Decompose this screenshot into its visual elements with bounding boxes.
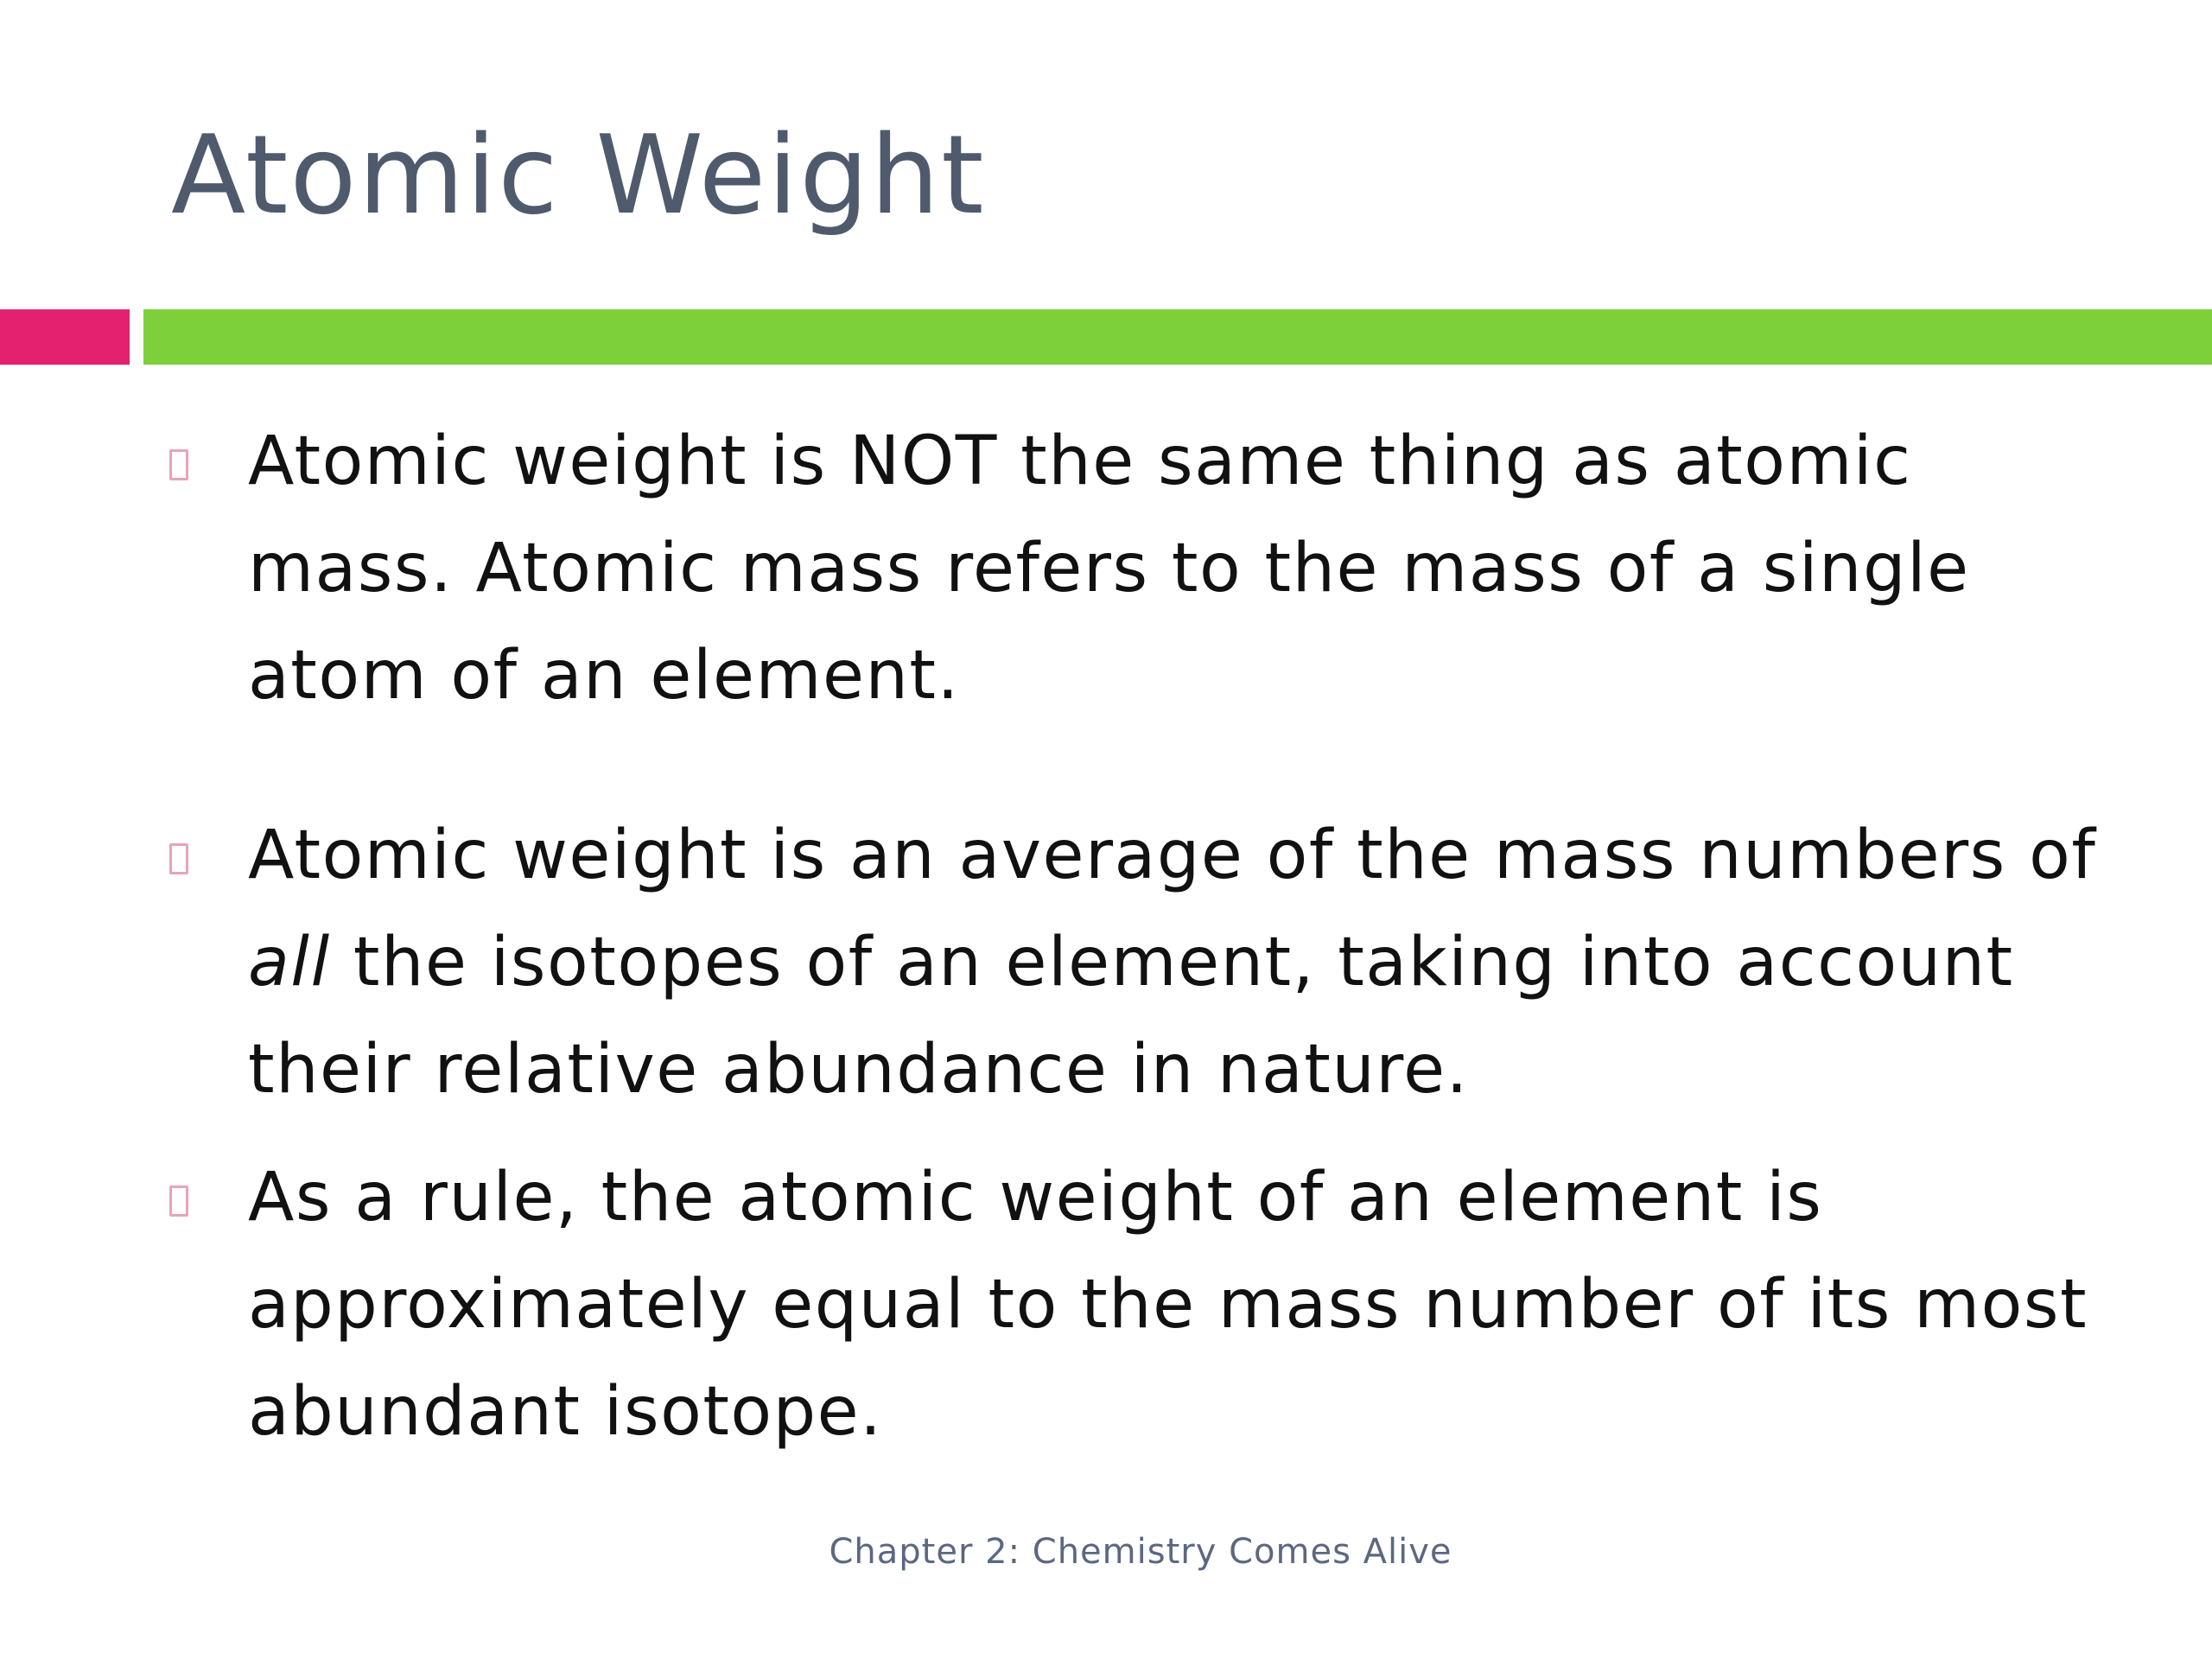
bullet-text: [248, 802, 2132, 1123]
slide-footer: [0, 1532, 2212, 1572]
slide-title: Atomic Weight: [171, 111, 986, 238]
bullet-line: As a rule, the atomic weight of an element is: [248, 1159, 1823, 1236]
emphasized-word: all: [248, 924, 331, 1001]
bullet-line: atom of an element.: [248, 637, 960, 715]
hollow-square-bullet-icon: [169, 1185, 188, 1217]
bullet-text: [248, 1144, 2132, 1465]
bullet-line: Atomic weight is an average of the mass numbers of: [248, 817, 2097, 894]
hollow-square-bullet-icon: [169, 843, 188, 874]
bullet-line: their relative abundance in nature.: [248, 1031, 1469, 1109]
bullet-line: approximately equal to the mass number of its most: [248, 1266, 2088, 1344]
hollow-square-bullet-icon: [169, 449, 188, 480]
footer-text: Chapter 2: Chemistry Comes Alive: [829, 1532, 1452, 1572]
bullet-line: Atomic weight is NOT the same thing as atomic: [248, 423, 1912, 500]
bullet-line: mass. Atomic mass refers to the mass of a single: [248, 530, 1970, 607]
bullet-line: abundant isotope.: [248, 1373, 883, 1451]
bullet-line: [248, 909, 2132, 1016]
bullet-text: [248, 408, 2132, 729]
bullet-line-rest: the isotopes of an element, taking into account: [330, 924, 2014, 1001]
